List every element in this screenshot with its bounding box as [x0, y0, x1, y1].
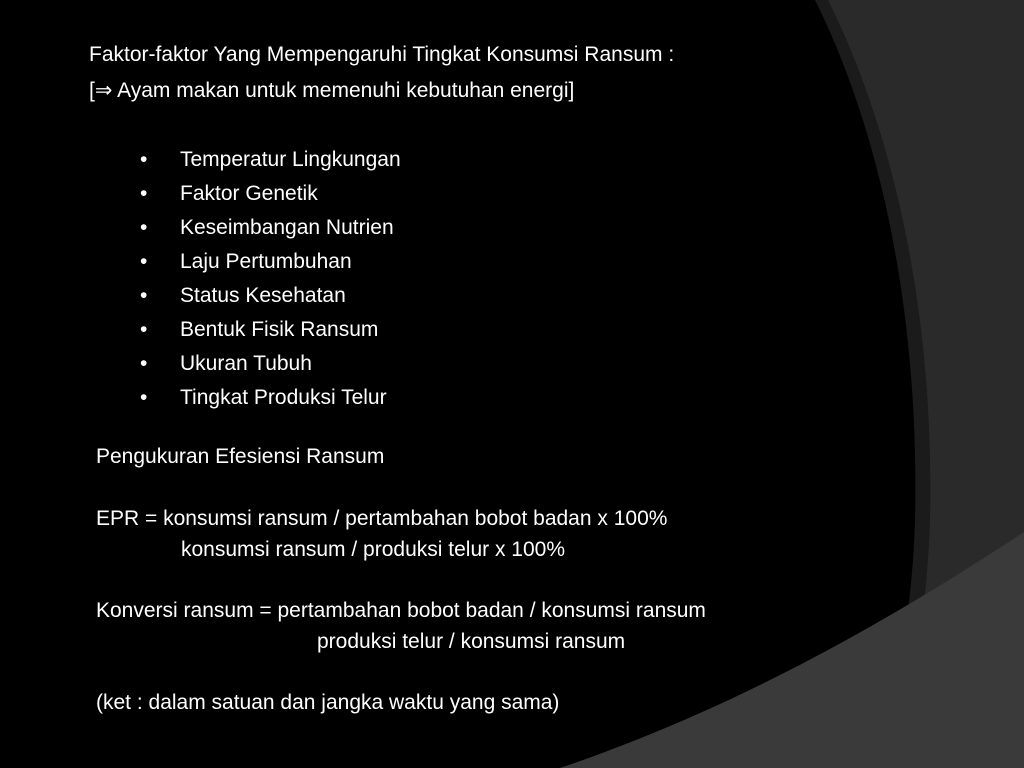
bullet-icon: •: [140, 216, 148, 239]
bullet-icon: •: [140, 182, 148, 205]
konversi-formula-line2: produksi telur / konsumsi ransum: [317, 630, 626, 653]
slide-title: Faktor-faktor Yang Mempengaruhi Tingkat Konsumsi Ransum :: [89, 43, 675, 66]
bullet-icon: •: [140, 352, 148, 375]
factor-label: Laju Pertumbuhan: [180, 250, 352, 273]
list-item: [140, 143, 401, 177]
list-item: [140, 313, 401, 347]
factor-label: Tingkat Produksi Telur: [180, 386, 387, 409]
bullet-icon: •: [140, 318, 148, 341]
list-item: [140, 381, 401, 415]
factor-label: Keseimbangan Nutrien: [180, 216, 394, 239]
bullet-icon: •: [140, 148, 148, 171]
factor-label: Ukuran Tubuh: [180, 352, 312, 375]
factor-label: Temperatur Lingkungan: [180, 148, 401, 171]
footnote: (ket : dalam satuan dan jangka waktu yang sama): [96, 691, 560, 714]
bullet-icon: •: [140, 250, 148, 273]
factor-label: Status Kesehatan: [180, 284, 346, 307]
epr-formula-line1: EPR = konsumsi ransum / pertambahan bobot badan x 100%: [96, 507, 668, 530]
bullet-icon: •: [140, 386, 148, 409]
bullet-icon: •: [140, 284, 148, 307]
section-title: Pengukuran Efesiensi Ransum: [96, 445, 385, 468]
list-item: [140, 347, 401, 381]
konversi-formula-line1: Konversi ransum = pertambahan bobot badan / konsumsi ransum: [96, 599, 706, 622]
epr-formula-line2: konsumsi ransum / produksi telur x 100%: [181, 538, 565, 561]
factor-list: [140, 143, 401, 415]
slide-subtitle: [⇒ Ayam makan untuk memenuhi kebutuhan energi]: [89, 79, 575, 102]
factor-label: Faktor Genetik: [180, 182, 318, 205]
list-item: [140, 177, 401, 211]
list-item: [140, 279, 401, 313]
factor-label: Bentuk Fisik Ransum: [180, 318, 379, 341]
list-item: [140, 211, 401, 245]
list-item: [140, 245, 401, 279]
